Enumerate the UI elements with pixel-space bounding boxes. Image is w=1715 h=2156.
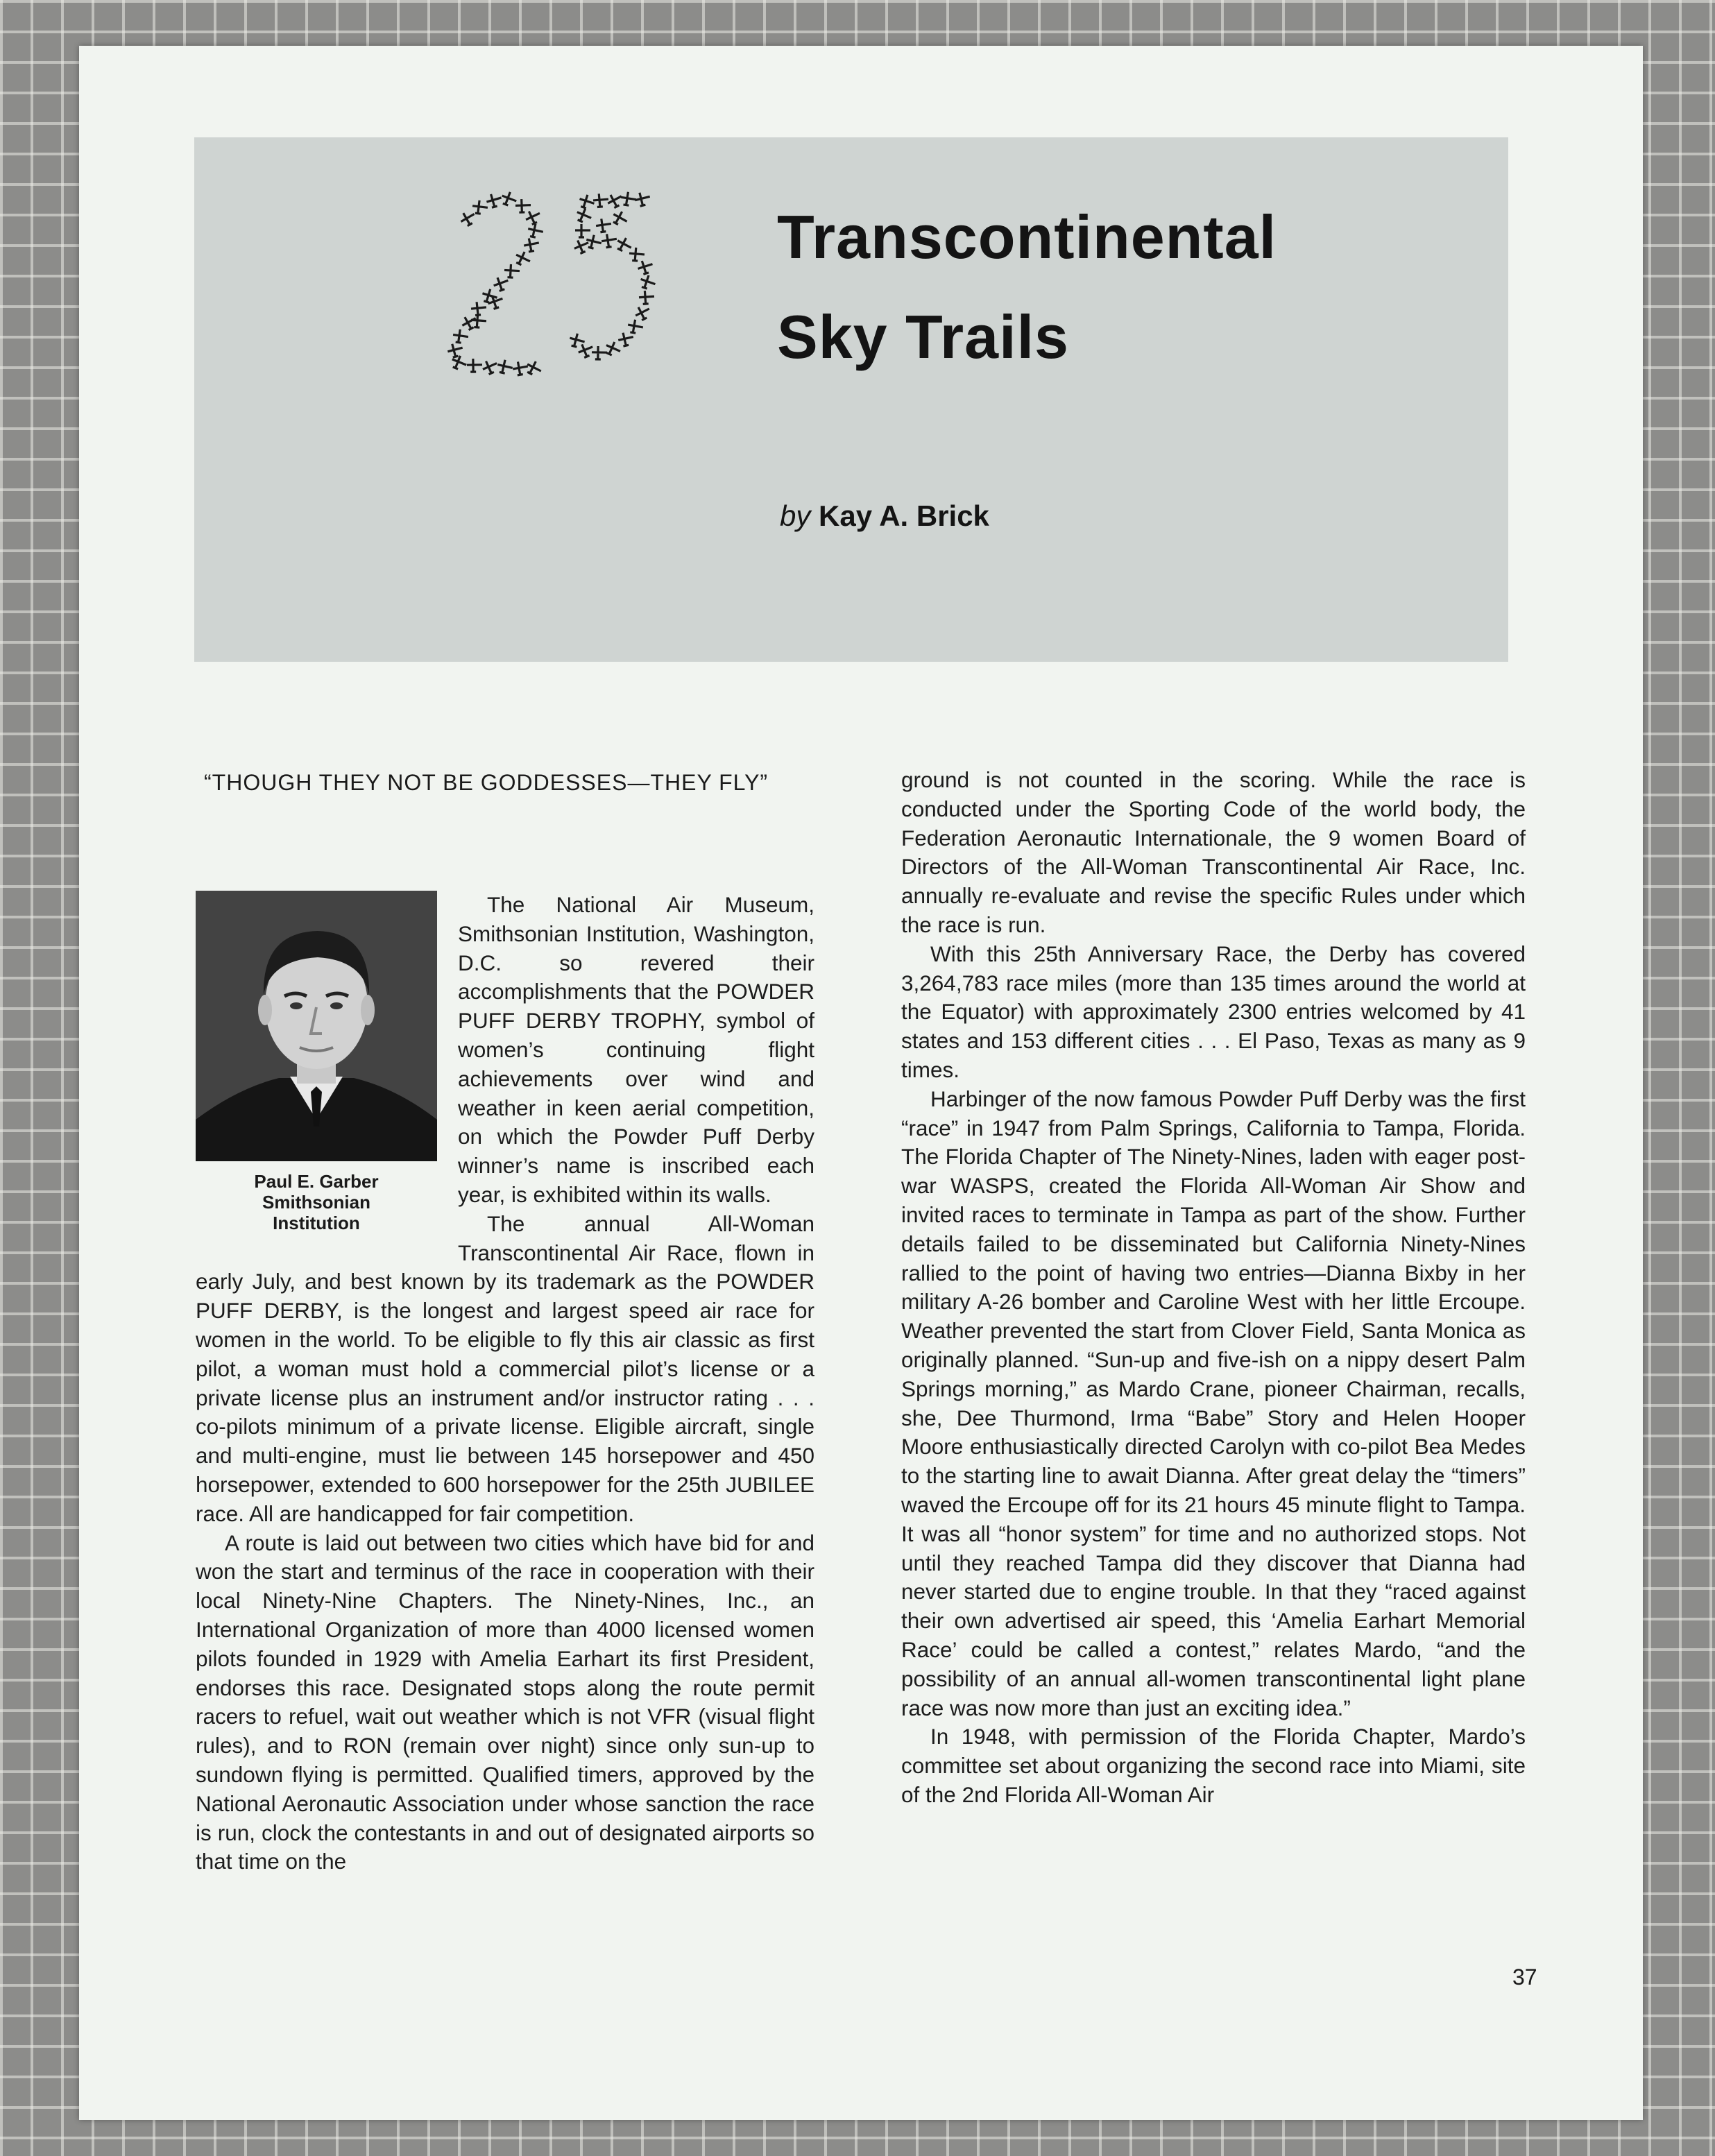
- title-line-2: Sky Trails: [777, 302, 1069, 371]
- article-title: [777, 187, 1277, 387]
- airplane-formation-25-icon: [440, 176, 703, 384]
- paragraph-1948: In 1948, with permission of the Florida Chapter, Mardo’s committee set about organizing the second race into Miami, site of the 2nd Florida All-Woman Air: [901, 1724, 1526, 1807]
- paragraph-anniversary: With this 25th Anniversary Race, the Derby has covered 3,264,783 race miles (more than 135 times around the world at the Equator) with approximately 2300 entries welcomed by 41 states and 153 different cities . . . El Paso, Texas as many as 9 times.: [901, 941, 1526, 1082]
- portrait-figure: [196, 891, 437, 1233]
- caption-line-3: Institution: [273, 1213, 360, 1233]
- paragraph-harbinger: Harbinger of the now famous Powder Puff Derby was the first “race” in 1947 from Palm Springs, California to Tampa, Florida. The Florida Chapter of The Ninety-Nines, laden with eager post-war WASPS, created the Florida All-Woman Air Show and invited races to terminate in Tampa as part of the show. Further details failed to be disseminated but California Ninety-Nines rallied to the point of having two entries—Dianna Bixby in her military A-26 bomber and Caroline West with her little Ercoupe. Weather prevented the start from Clover Field, Santa Monica as originally planned. “Sun-up and five-ish on a nippy desert Palm Springs morning,” as Mardo Crane, pioneer Chairman, recalls, she, Dee Thurmond, Irma “Babe” Story and Helen Hooper Moore enthusiastically directed Carolyn with co-pilot Bea Medes to the starting line to await Dianna. After great delay the “timers” waved the Ercoupe off for its 21 hours 45 minute flight to Tampa. It was all “honor system” for time and no authorized stops. Not until they reached Tampa did they discover that Dianna had never started due to engine trouble. In that they “raced against their own advertised air speed, this ‘Amelia Earhart Memorial Race’ could be called a contest,” relates Mardo, “and the possibility of an annual all-women transcontinental light plane race was now more than just an exciting idea.”: [901, 1086, 1526, 1720]
- title-line-1: Transcontinental: [777, 203, 1277, 271]
- epigraph: “THOUGH THEY NOT BE GODDESSES—THEY FLY”: [204, 770, 769, 795]
- portrait-photo: [196, 891, 437, 1161]
- byline-prefix: by: [780, 499, 811, 532]
- magazine-page: [79, 46, 1643, 2120]
- byline: [780, 499, 989, 533]
- logo-25-airplanes: [440, 176, 703, 384]
- caption-line-1: Paul E. Garber: [254, 1171, 379, 1192]
- paragraph-annual-race: The annual All-Woman Transcontinental Air Race, flown in early July, and best known by its trademark as the POWDER PUFF DERBY, is the longest and largest speed air race for women in the world. To be eligible to fly this air classic as first pilot, a woman must hold a commercial pilot’s license or a private license plus an instrument and/or instructor rating . . . co-pilots minimum of a private license. Eligible aircraft, single and multi-engine, must lie between 145 horsepower and 450 horsepower, extended to 600 horsepower for the 25th JUBILEE race. All are handicapped for fair competition.: [196, 1210, 814, 1526]
- left-column: [196, 891, 814, 1876]
- portrait-man-icon: [196, 891, 437, 1161]
- page-number: 37: [1512, 1965, 1537, 1990]
- caption-line-2: Smithsonian: [262, 1192, 370, 1213]
- paragraph-scoring: ground is not counted in the scoring. While the race is conducted under the Sporting Code of the world body, the Federation Aeronautic Internationale, the 9 women Board of Directors of the All-Woman Transcontinental Air Race, Inc. annually re-evaluate and revise the specific Rules under which the race is run.: [901, 767, 1526, 937]
- portrait-caption: [196, 1171, 437, 1233]
- right-column: [901, 766, 1526, 1810]
- paragraph-route: A route is laid out between two cities which have bid for and won the start and terminus of the race in cooperation with their local Ninety-Nine Chapters. The Ninety-Nines, Inc., an International Organization of more than 4000 licensed women pilots founded in 1929 with Amelia Earhart its first President, endorses this race. Designated stops along the route permit racers to refuel, wait out weather which is not VFR (visual flight rules), and to RON (remain over night) since only sun-up to sundown flying is permitted. Qualified timers, approved by the National Aeronautic Association under whose sanction the race is run, clock the contestants in and out of designated airports so that time on the: [196, 1530, 814, 1874]
- byline-author: Kay A. Brick: [819, 499, 989, 532]
- paragraph-museum: The National Air Museum, Smithsonian Institution, Washington, D.C. so revered their accomplishments that the POWDER PUFF DERBY TROPHY, symbol of women’s continuing flight achievements over wind and weather in keen aerial competition, on which the Powder Puff Derby winner’s name is inscribed each year, is exhibited within its walls.: [458, 892, 814, 1207]
